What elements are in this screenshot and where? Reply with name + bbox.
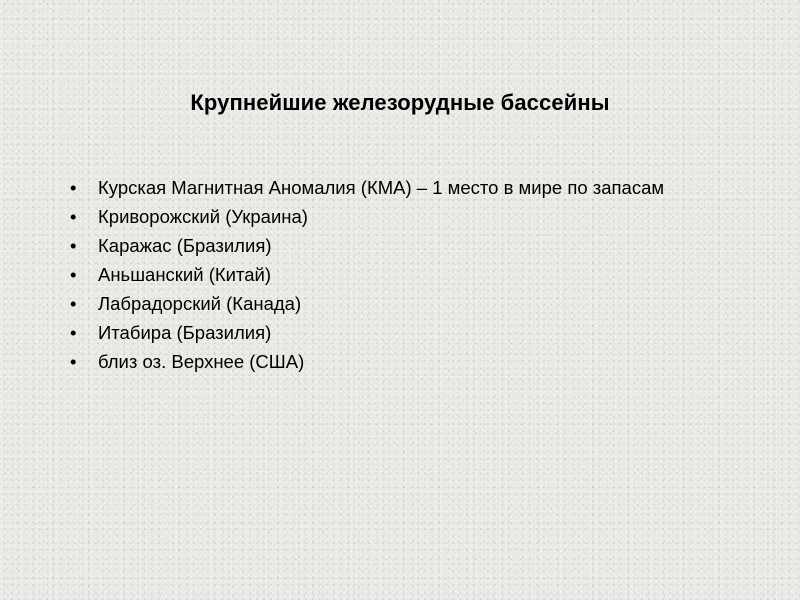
bullet-icon: • [70, 235, 77, 256]
bullet-icon: • [70, 206, 77, 227]
list-item [70, 322, 710, 343]
bullet-icon: • [70, 177, 77, 198]
list-item-text: Криворожский (Украина) [98, 206, 308, 227]
list-item-text: Аньшанский (Китай) [98, 264, 272, 285]
list-item-text: Итабира (Бразилия) [98, 322, 272, 343]
bullet-icon: • [70, 293, 77, 314]
bullet-icon: • [70, 264, 77, 285]
list-item [70, 264, 710, 285]
list-item [70, 206, 710, 227]
list-item [70, 177, 698, 198]
list-item [70, 351, 710, 372]
list-item [70, 293, 710, 314]
list-item-text: Каражас (Бразилия) [98, 235, 272, 256]
list-item-text: Лабрадорский (Канада) [98, 293, 302, 314]
list-item-text: близ оз. Верхнее (США) [98, 351, 305, 372]
bullet-icon: • [70, 322, 77, 343]
bullet-icon: • [70, 351, 77, 372]
list-item-text: Курская Магнитная Аномалия (КМА) – 1 место в мире по запасам [98, 177, 665, 198]
list-item [70, 235, 710, 256]
bullet-list [70, 177, 710, 380]
slide-title: Крупнейшие железорудные бассейны [190, 90, 610, 115]
